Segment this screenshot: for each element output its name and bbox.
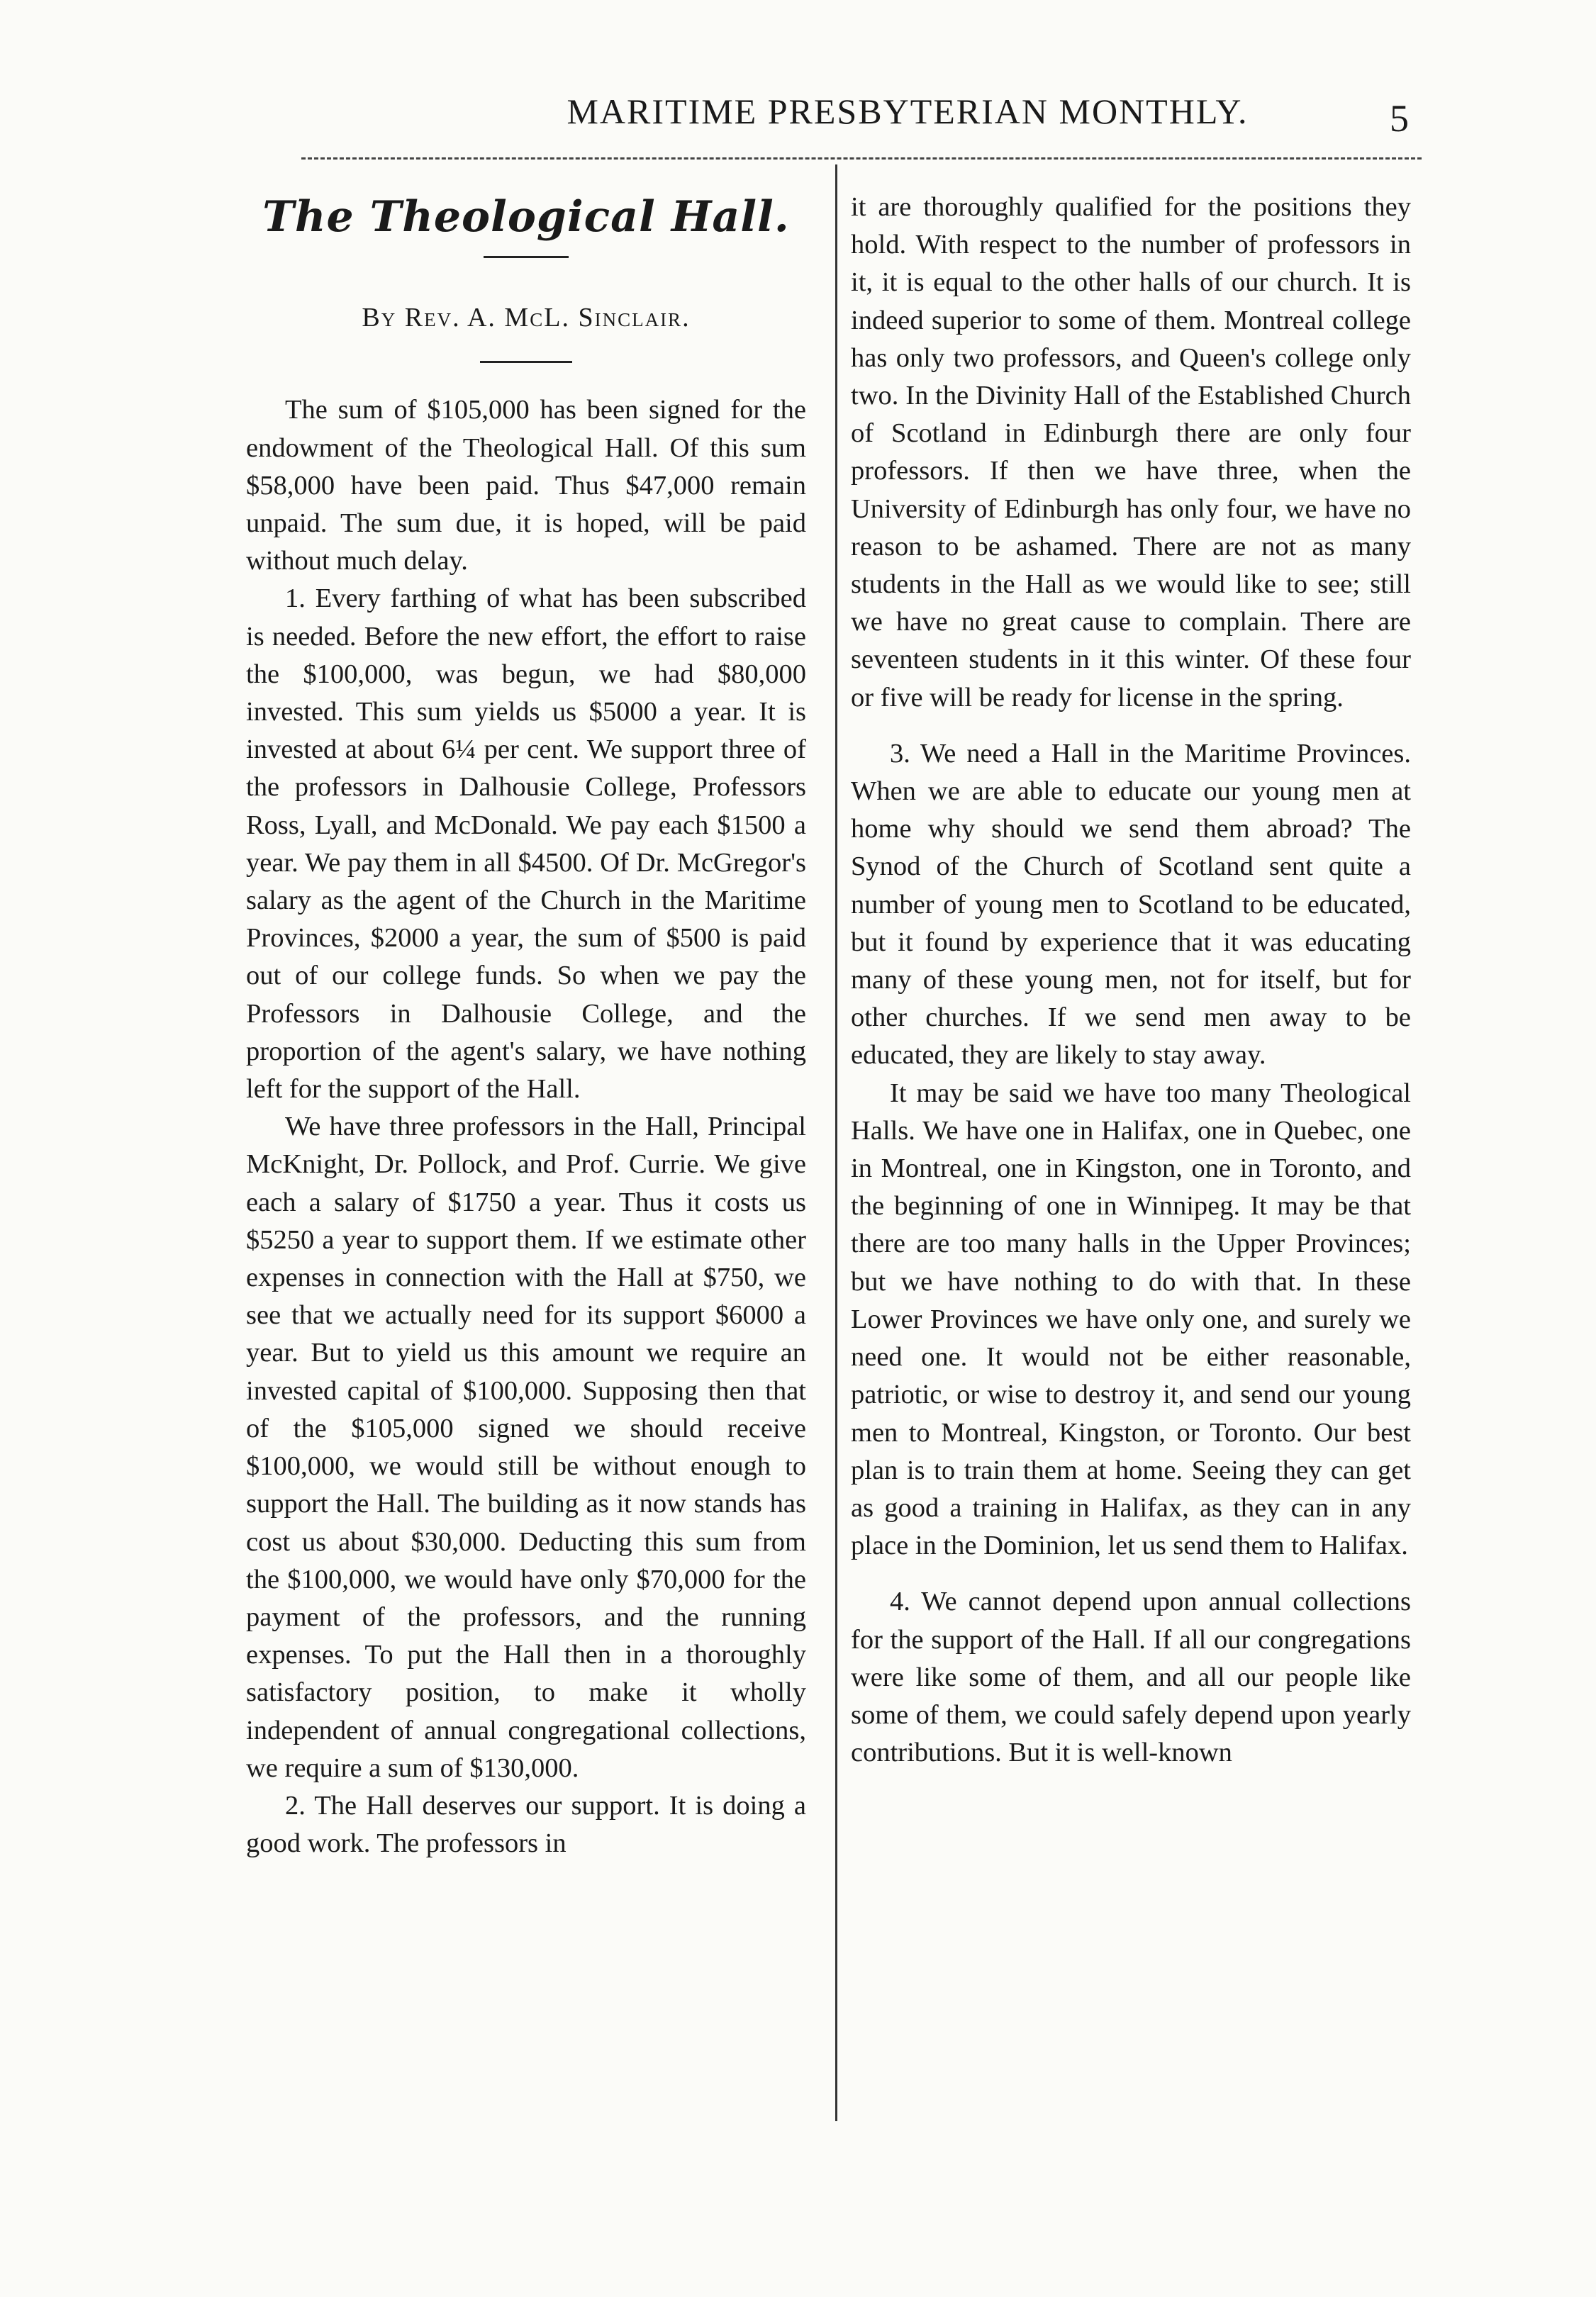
column-divider: [835, 164, 837, 2121]
paragraph: 2. The Hall deserves our support. It is doing a good work. The professors in: [246, 1790, 806, 1859]
header-rule: [301, 157, 1422, 160]
byline-rule: [480, 361, 572, 363]
paragraph: 4. We cannot depend upon annual collections for the support of the Hall. If all our congregations were like some of them, and all our people like some of them, we could safely depend upon yearly contributions. But it is well-known: [851, 1587, 1411, 1768]
article-byline: By Rev. A. McL. Sinclair.: [362, 303, 691, 333]
paragraph: 1. Every farthing of what has been subscribed is needed. Before the new effort, the effort to raise the $100,000, was begun, we had $80,000 invested. This sum yields us $5000 a year. It is invested at about 6¼ per cent. We support three of the professors in Dalhousie College, Professors Ross, Lyall, and McDonald. We pay each $1500 a year. We pay them in all $4500. Of Dr. McGregor's salary as the agent of the Church in the Maritime Provinces, $2000 a year, the sum of $500 is paid out of our college funds. So when we pay the Professors in Dalhousie College, and the proportion of the agent's salary, we have nothing left for the support of the Hall.: [246, 583, 806, 1105]
page-number: 5: [1390, 97, 1409, 140]
running-header: MARITIME PRESBYTERIAN MONTHLY.: [567, 91, 1249, 131]
title-rule: [484, 256, 569, 258]
left-column: [246, 186, 806, 1862]
paragraph: We have three professors in the Hall, Principal McKnight, Dr. Pollock, and Prof. Currie. We give each a salary of $1750 a year. Thus it costs us $5250 a year to support them. If we estimate other expenses in connection with the Hall at $750, we see that we actually need for its support $6000 a year. But to yield us this amount we require an invested capital of $100,000. Supposing then that of the $105,000 signed we should receive $100,000, we would still be without enough to support the Hall. The building as it now stands has cost us about $30,000. Deducting this sum from the $100,000, we would have only $70,000 for the payment of the professors, and the running expenses. To put the Hall then in a thoroughly satisfactory position, to make it wholly independent of annual congregational collections, we require a sum of $130,000.: [246, 1112, 806, 1783]
paragraph: it are thoroughly qualified for the positions they hold. With respect to the number of professors in it, it is equal to the other halls of our church. It is indeed superior to some of them. Montreal college has only two professors, and Queen's college only two. In the Divinity Hall of the Established Church of Scotland in Edinburgh there are only four professors. If then we have three, when the University of Edinburgh has only four, we have no reason to be ashamed. There are not as many students in the Hall as we would like to see; still we have no great cause to complain. There are seventeen students in it this winter. Of these four or five will be ready for license in the spring.: [851, 192, 1411, 712]
right-column: [851, 189, 1411, 1772]
paragraph: 3. We need a Hall in the Maritime Provinces. When we are able to educate our young men at home why should we send them abroad? The Synod of the Church of Scotland sent quite a number of young men to Scotland to be educated, but it found by experience that it was educating many of these young men, not for itself, but for other churches. If we send men away to be educated, they are likely to stay away.: [851, 738, 1411, 1071]
paragraph: It may be said we have too many Theological Halls. We have one in Halifax, one in Quebec, one in Montreal, one in Kingston, one in Toronto, and the beginning of one in Winnipeg. It may be that there are too many halls in the Upper Provinces; but we have nothing to do with that. In these Lower Provinces we have only one, and surely we need one. It would not be either reasonable, patriotic, or wise to destroy it, and send our young men to Montreal, Kingston, or Toronto. Our best plan is to train them at home. Seeing they can get as good a training in Halifax, as they can in any place in the Dominion, let us send them to Halifax.: [851, 1078, 1411, 1561]
paragraph: The sum of $105,000 has been signed for the endowment of the Theological Hall. Of this sum $58,000 have been paid. Thus $47,000 remain unpaid. The sum due, it is hoped, will be paid without much delay.: [246, 395, 806, 576]
article-title: The Theological Hall.: [262, 192, 790, 242]
